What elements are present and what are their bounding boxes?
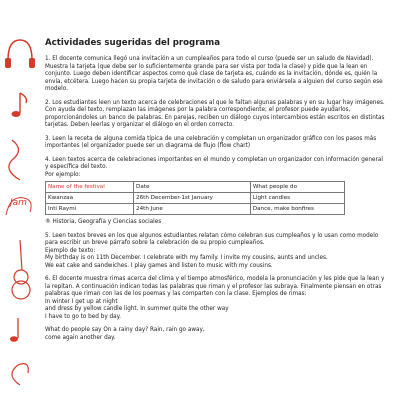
festival-table — [45, 181, 345, 215]
swirl-icon — [0, 355, 40, 395]
table-cell: 26th December-1st January — [134, 193, 251, 204]
history-note: ® Historia, Geografía y Ciencias sociales — [45, 219, 162, 225]
decorative-sidebar — [0, 0, 40, 400]
table-cell: Dance, make bonfires — [250, 204, 344, 215]
guitar-icon — [0, 235, 40, 305]
table-header: Name of the festival — [46, 182, 134, 193]
headphones-icon — [0, 30, 40, 80]
table-row — [46, 204, 345, 215]
example-line: My birthday is on 11th December. I celebrate with my family. I invite my cousins, aunts and uncles. — [45, 255, 328, 261]
rhyme-line: I have to go to bed by day. — [45, 313, 121, 320]
table-header-row — [46, 182, 345, 193]
music-note-icon — [0, 85, 40, 125]
activity-5: 5. Leen textos breves en los que algunos estudiantes relatan cómo celebran sus cumpleaños y lo usan como modelo para escribir un breve párrafo sobre la celebración de su propio cumpleaños. — [45, 232, 379, 246]
table-row — [46, 193, 345, 204]
table-header: Date — [134, 182, 251, 193]
example-line: We eat cake and sandwiches. I play games and listen to music with my cousins. — [45, 262, 273, 269]
activity-3: 3. Leen la receta de alguna comida típica de una celebración y completan un organizador gráfico con los pasos más importantes (el organizador puede ser un diagrama de flujo (flow chart) — [45, 135, 377, 149]
jam-doodle — [0, 190, 40, 220]
activity-4: 4. Leen textos acerca de celebraciones importantes en el mundo y completan un organizador con información general y específica del texto. — [45, 156, 383, 170]
jam-label: Jam — [10, 198, 27, 208]
activity-6: 6. El docente muestra rimas acerca del clima y el tiempo atmosférico, modela la pronunciación y les pide que la lean y la repitan. A continuación indican todas las palabras que riman y el profesor las subraya. Finalmente piensan en otras palabras que riman con las de los poemas y las comparten con la clase. Ejemplos de rimas: — [45, 276, 385, 297]
activity-1: 1. El docente comunica llegó una invitación a un cumpleaños para todo el curso (puede ser un saludo de Navidad). Muestra la tarjeta (que debe ser lo suficientemente grande para ser vista por toda la clase) y pide que la lean en conjunto. Luego deben identificar aspectos como qué clase de tarjeta es, cuándo es la invitación, dónde es, quién la envía, etcétera. Luego hacen su propia tarjeta de invitación o de saludo para enviársela a alguien del curso según ese modelo. — [45, 56, 383, 92]
table-cell: Light candles — [250, 193, 344, 204]
activity-2: 2. Los estudiantes leen un texto acerca de celebraciones al que le faltan algunas palabras y en su lugar hay imágenes. Con ayuda del texto, remplazan las imágenes por la palabra correspondiente; el profesor puede ayudarlos, proporcionándoles un banco de palabras. En parejas, reciben un diálogo cuyos intercambios están escritos en distintas tarjetas. Deben leerlas y organizar el diálogo en el orden correcto. — [45, 99, 385, 128]
example-label: Por ejemplo: — [45, 171, 81, 178]
table-header: What people do — [250, 182, 344, 193]
table-cell: 24th June — [134, 204, 251, 215]
page-title: Actividades sugeridas del programa — [45, 38, 220, 48]
ribbon-icon — [0, 135, 40, 185]
rhyme-line: come again another day. — [45, 334, 116, 341]
example-label: Ejemplo de texto: — [45, 247, 96, 254]
rhyme-line: What do people say On a rainy day? Rain, rain go away, — [45, 327, 205, 333]
rhyme-line: In winter I get up at night — [45, 298, 118, 305]
document-body — [45, 38, 385, 342]
table-cell: Kwanzaa — [46, 193, 134, 204]
rhyme-line: and dress by yellow candle light. In summer quite the other way — [45, 306, 229, 312]
music-note-icon — [0, 310, 40, 350]
table-cell: Inti Raymi — [46, 204, 134, 215]
